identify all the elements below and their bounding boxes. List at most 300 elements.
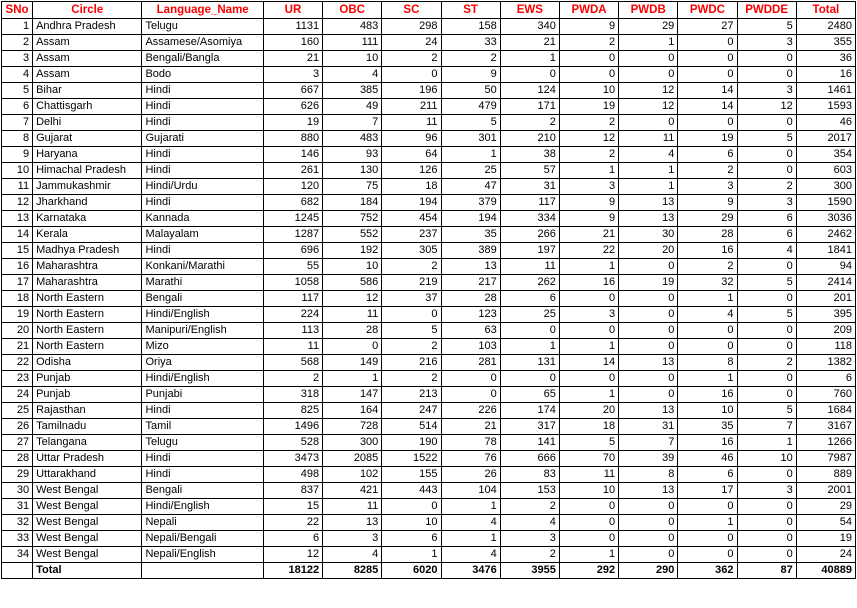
cell-obc: 2085	[323, 451, 382, 467]
cell-st: 1	[441, 531, 500, 547]
cell-sc: 2	[382, 339, 441, 355]
cell-pwdde: 6	[737, 227, 796, 243]
cell-sno: 32	[2, 515, 33, 531]
total-cell-obc: 8285	[323, 563, 382, 579]
cell-ews: 0	[500, 371, 559, 387]
cell-pwdb: 30	[619, 227, 678, 243]
cell-st: 26	[441, 467, 500, 483]
table-row	[2, 163, 856, 179]
cell-pwda: 2	[559, 115, 618, 131]
cell-pwdc: 2	[678, 163, 737, 179]
cell-total: 1841	[796, 243, 855, 259]
cell-language-name: Tamil	[142, 419, 263, 435]
cell-pwdde: 0	[737, 67, 796, 83]
cell-pwdde: 0	[737, 147, 796, 163]
cell-ews: 124	[500, 83, 559, 99]
cell-pwda: 19	[559, 99, 618, 115]
cell-total: 2001	[796, 483, 855, 499]
cell-st: 33	[441, 35, 500, 51]
table-row	[2, 371, 856, 387]
cell-total: 760	[796, 387, 855, 403]
cell-total: 355	[796, 35, 855, 51]
cell-pwdde: 0	[737, 259, 796, 275]
cell-sc: 211	[382, 99, 441, 115]
table-row	[2, 179, 856, 195]
table-row	[2, 99, 856, 115]
cell-st: 0	[441, 387, 500, 403]
cell-obc: 586	[323, 275, 382, 291]
cell-pwda: 70	[559, 451, 618, 467]
cell-obc: 164	[323, 403, 382, 419]
cell-total: 118	[796, 339, 855, 355]
cell-circle: Maharashtra	[33, 275, 142, 291]
table-row	[2, 531, 856, 547]
table-row	[2, 67, 856, 83]
cell-pwda: 10	[559, 83, 618, 99]
cell-st: 28	[441, 291, 500, 307]
cell-pwdc: 0	[678, 547, 737, 563]
cell-st: 5	[441, 115, 500, 131]
cell-language-name: Hindi	[142, 115, 263, 131]
cell-language-name: Bengali	[142, 483, 263, 499]
table-row	[2, 467, 856, 483]
cell-sc: 0	[382, 307, 441, 323]
cell-obc: 111	[323, 35, 382, 51]
column-header-ews: EWS	[500, 2, 559, 19]
cell-ews: 2	[500, 547, 559, 563]
cell-obc: 10	[323, 51, 382, 67]
cell-pwdc: 28	[678, 227, 737, 243]
cell-pwda: 18	[559, 419, 618, 435]
cell-total: 29	[796, 499, 855, 515]
cell-ur: 1496	[263, 419, 322, 435]
cell-circle: Karnataka	[33, 211, 142, 227]
column-header-language-name: Language_Name	[142, 2, 263, 19]
cell-pwdb: 8	[619, 467, 678, 483]
table-row	[2, 227, 856, 243]
table-row	[2, 483, 856, 499]
cell-pwda: 3	[559, 179, 618, 195]
cell-total: 16	[796, 67, 855, 83]
cell-st: 194	[441, 211, 500, 227]
column-header-pwdb: PWDB	[619, 2, 678, 19]
cell-st: 35	[441, 227, 500, 243]
cell-sno: 33	[2, 531, 33, 547]
table-row	[2, 403, 856, 419]
cell-pwdb: 0	[619, 515, 678, 531]
cell-pwda: 10	[559, 483, 618, 499]
cell-pwdc: 0	[678, 499, 737, 515]
cell-pwdde: 3	[737, 483, 796, 499]
cell-language-name: Hindi/English	[142, 371, 263, 387]
cell-sno: 25	[2, 403, 33, 419]
cell-pwda: 0	[559, 531, 618, 547]
cell-ur: 146	[263, 147, 322, 163]
table-row	[2, 387, 856, 403]
cell-sno: 10	[2, 163, 33, 179]
cell-ews: 38	[500, 147, 559, 163]
cell-language-name: Kannada	[142, 211, 263, 227]
cell-obc: 149	[323, 355, 382, 371]
cell-ews: 317	[500, 419, 559, 435]
cell-ur: 261	[263, 163, 322, 179]
cell-ews: 11	[500, 259, 559, 275]
cell-circle: Punjab	[33, 387, 142, 403]
cell-circle: Bihar	[33, 83, 142, 99]
cell-pwdb: 0	[619, 547, 678, 563]
cell-sno: 21	[2, 339, 33, 355]
table-row	[2, 195, 856, 211]
cell-ews: 334	[500, 211, 559, 227]
cell-pwdc: 6	[678, 147, 737, 163]
cell-pwdde: 5	[737, 307, 796, 323]
cell-ur: 1058	[263, 275, 322, 291]
cell-total: 1266	[796, 435, 855, 451]
cell-sc: 18	[382, 179, 441, 195]
cell-pwdc: 16	[678, 243, 737, 259]
cell-pwdde: 0	[737, 531, 796, 547]
cell-sno: 31	[2, 499, 33, 515]
cell-pwda: 0	[559, 67, 618, 83]
cell-ews: 141	[500, 435, 559, 451]
total-cell-pwdc: 362	[678, 563, 737, 579]
cell-circle: North Eastern	[33, 307, 142, 323]
cell-circle: Rajasthan	[33, 403, 142, 419]
cell-sc: 96	[382, 131, 441, 147]
cell-total: 94	[796, 259, 855, 275]
cell-pwdde: 0	[737, 371, 796, 387]
table-row	[2, 547, 856, 563]
cell-circle: West Bengal	[33, 531, 142, 547]
cell-ur: 15	[263, 499, 322, 515]
cell-st: 4	[441, 515, 500, 531]
cell-obc: 13	[323, 515, 382, 531]
table-row	[2, 499, 856, 515]
cell-circle: Odisha	[33, 355, 142, 371]
cell-sno: 27	[2, 435, 33, 451]
cell-pwdb: 19	[619, 275, 678, 291]
cell-ur: 113	[263, 323, 322, 339]
table-row	[2, 275, 856, 291]
cell-st: 479	[441, 99, 500, 115]
cell-pwda: 1	[559, 547, 618, 563]
cell-ews: 21	[500, 35, 559, 51]
cell-obc: 102	[323, 467, 382, 483]
cell-obc: 385	[323, 83, 382, 99]
table-row	[2, 323, 856, 339]
cell-pwda: 5	[559, 435, 618, 451]
column-header-sno: SNo	[2, 2, 33, 19]
cell-language-name: Nepali/Bengali	[142, 531, 263, 547]
table-row	[2, 35, 856, 51]
cell-sno: 34	[2, 547, 33, 563]
cell-circle: West Bengal	[33, 515, 142, 531]
cell-st: 9	[441, 67, 500, 83]
cell-total: 1461	[796, 83, 855, 99]
cell-circle: Chattisgarh	[33, 99, 142, 115]
cell-pwda: 1	[559, 163, 618, 179]
cell-pwdb: 0	[619, 307, 678, 323]
cell-pwda: 14	[559, 355, 618, 371]
cell-pwda: 22	[559, 243, 618, 259]
cell-language-name: Hindi	[142, 99, 263, 115]
table-row	[2, 435, 856, 451]
cell-pwdb: 1	[619, 35, 678, 51]
cell-ews: 1	[500, 339, 559, 355]
cell-circle: North Eastern	[33, 323, 142, 339]
cell-ur: 22	[263, 515, 322, 531]
cell-pwdb: 0	[619, 291, 678, 307]
cell-ews: 340	[500, 19, 559, 35]
cell-pwdde: 3	[737, 83, 796, 99]
cell-ur: 6	[263, 531, 322, 547]
cell-sc: 0	[382, 499, 441, 515]
cell-obc: 4	[323, 67, 382, 83]
cell-pwdb: 0	[619, 67, 678, 83]
cell-st: 1	[441, 147, 500, 163]
cell-circle: Andhra Pradesh	[33, 19, 142, 35]
cell-total: 201	[796, 291, 855, 307]
cell-circle: West Bengal	[33, 547, 142, 563]
cell-ur: 224	[263, 307, 322, 323]
cell-pwda: 12	[559, 131, 618, 147]
cell-sno: 22	[2, 355, 33, 371]
cell-circle: Himachal Pradesh	[33, 163, 142, 179]
cell-pwdb: 13	[619, 403, 678, 419]
cell-total: 19	[796, 531, 855, 547]
cell-ews: 31	[500, 179, 559, 195]
cell-sno: 7	[2, 115, 33, 131]
cell-obc: 483	[323, 19, 382, 35]
cell-pwdc: 29	[678, 211, 737, 227]
total-cell-circle: Total	[33, 563, 142, 579]
cell-pwdc: 46	[678, 451, 737, 467]
cell-sno: 8	[2, 131, 33, 147]
cell-st: 63	[441, 323, 500, 339]
cell-sno: 19	[2, 307, 33, 323]
cell-ur: 318	[263, 387, 322, 403]
cell-pwdde: 0	[737, 387, 796, 403]
cell-language-name: Marathi	[142, 275, 263, 291]
total-cell-pwda: 292	[559, 563, 618, 579]
cell-sc: 216	[382, 355, 441, 371]
cell-obc: 93	[323, 147, 382, 163]
cell-total: 2017	[796, 131, 855, 147]
cell-ur: 55	[263, 259, 322, 275]
cell-obc: 11	[323, 499, 382, 515]
cell-circle: Haryana	[33, 147, 142, 163]
cell-st: 104	[441, 483, 500, 499]
cell-pwdc: 0	[678, 51, 737, 67]
cell-ews: 666	[500, 451, 559, 467]
cell-pwdc: 1	[678, 291, 737, 307]
cell-circle: Madhya Pradesh	[33, 243, 142, 259]
cell-pwdde: 0	[737, 51, 796, 67]
cell-pwdb: 12	[619, 83, 678, 99]
cell-total: 46	[796, 115, 855, 131]
cell-pwdde: 5	[737, 131, 796, 147]
cell-sc: 126	[382, 163, 441, 179]
cell-ur: 626	[263, 99, 322, 115]
cell-pwdb: 0	[619, 323, 678, 339]
cell-language-name: Hindi/Urdu	[142, 179, 263, 195]
column-header-circle: Circle	[33, 2, 142, 19]
cell-sc: 6	[382, 531, 441, 547]
table-row	[2, 211, 856, 227]
cell-sno: 16	[2, 259, 33, 275]
cell-st: 76	[441, 451, 500, 467]
table-row	[2, 515, 856, 531]
cell-sc: 454	[382, 211, 441, 227]
cell-language-name: Bengali/Bangla	[142, 51, 263, 67]
cell-st: 123	[441, 307, 500, 323]
total-row	[2, 563, 856, 579]
cell-ews: 65	[500, 387, 559, 403]
cell-language-name: Hindi	[142, 243, 263, 259]
cell-ur: 120	[263, 179, 322, 195]
cell-pwdb: 7	[619, 435, 678, 451]
cell-ur: 568	[263, 355, 322, 371]
cell-total: 300	[796, 179, 855, 195]
cell-pwdc: 1	[678, 515, 737, 531]
cell-st: 2	[441, 51, 500, 67]
cell-obc: 0	[323, 339, 382, 355]
cell-pwdc: 0	[678, 115, 737, 131]
cell-language-name: Hindi	[142, 403, 263, 419]
cell-obc: 11	[323, 307, 382, 323]
cell-circle: Assam	[33, 51, 142, 67]
cell-pwda: 0	[559, 515, 618, 531]
cell-ur: 160	[263, 35, 322, 51]
cell-ews: 4	[500, 515, 559, 531]
column-header-ur: UR	[263, 2, 322, 19]
cell-ur: 1245	[263, 211, 322, 227]
cell-pwdde: 0	[737, 547, 796, 563]
total-cell-ur: 18122	[263, 563, 322, 579]
cell-sc: 298	[382, 19, 441, 35]
cell-pwdb: 0	[619, 387, 678, 403]
cell-pwdc: 10	[678, 403, 737, 419]
cell-pwdc: 8	[678, 355, 737, 371]
cell-sno: 5	[2, 83, 33, 99]
cell-language-name: Hindi	[142, 83, 263, 99]
cell-ur: 880	[263, 131, 322, 147]
cell-sc: 194	[382, 195, 441, 211]
cell-st: 0	[441, 371, 500, 387]
cell-pwdde: 0	[737, 115, 796, 131]
header-row	[2, 2, 856, 19]
cell-sno: 18	[2, 291, 33, 307]
cell-pwdb: 0	[619, 499, 678, 515]
cell-st: 47	[441, 179, 500, 195]
cell-circle: Jammukashmir	[33, 179, 142, 195]
cell-obc: 300	[323, 435, 382, 451]
table-row	[2, 291, 856, 307]
table-body	[2, 19, 856, 579]
cell-total: 2414	[796, 275, 855, 291]
cell-total: 603	[796, 163, 855, 179]
cell-sc: 64	[382, 147, 441, 163]
cell-sc: 2	[382, 259, 441, 275]
cell-sno: 15	[2, 243, 33, 259]
cell-language-name: Bengali	[142, 291, 263, 307]
cell-pwdc: 0	[678, 323, 737, 339]
cell-pwdde: 6	[737, 211, 796, 227]
cell-ews: 1	[500, 51, 559, 67]
cell-ews: 117	[500, 195, 559, 211]
table-row	[2, 451, 856, 467]
cell-obc: 12	[323, 291, 382, 307]
cell-circle: Maharashtra	[33, 259, 142, 275]
cell-language-name: Gujarati	[142, 131, 263, 147]
cell-sno: 1	[2, 19, 33, 35]
cell-ur: 3473	[263, 451, 322, 467]
cell-total: 36	[796, 51, 855, 67]
cell-pwdc: 16	[678, 435, 737, 451]
cell-sc: 5	[382, 323, 441, 339]
cell-pwda: 1	[559, 387, 618, 403]
cell-language-name: Konkani/Marathi	[142, 259, 263, 275]
cell-ur: 2	[263, 371, 322, 387]
cell-pwdb: 39	[619, 451, 678, 467]
cell-language-name: Hindi	[142, 163, 263, 179]
cell-ur: 837	[263, 483, 322, 499]
cell-pwdb: 1	[619, 179, 678, 195]
cell-language-name: Telugu	[142, 435, 263, 451]
cell-circle: Telangana	[33, 435, 142, 451]
table-row	[2, 419, 856, 435]
cell-circle: North Eastern	[33, 291, 142, 307]
cell-sc: 1	[382, 547, 441, 563]
table-row	[2, 83, 856, 99]
cell-st: 78	[441, 435, 500, 451]
cell-ews: 3	[500, 531, 559, 547]
cell-pwda: 1	[559, 339, 618, 355]
cell-sno: 12	[2, 195, 33, 211]
cell-pwdb: 0	[619, 115, 678, 131]
cell-pwda: 9	[559, 211, 618, 227]
cell-pwdc: 32	[678, 275, 737, 291]
cell-sc: 0	[382, 67, 441, 83]
cell-pwdc: 17	[678, 483, 737, 499]
cell-obc: 483	[323, 131, 382, 147]
cell-pwdc: 14	[678, 83, 737, 99]
cell-pwdb: 20	[619, 243, 678, 259]
cell-pwda: 1	[559, 259, 618, 275]
table-row	[2, 19, 856, 35]
cell-sc: 11	[382, 115, 441, 131]
cell-circle: Uttarakhand	[33, 467, 142, 483]
table-row	[2, 243, 856, 259]
cell-ews: 210	[500, 131, 559, 147]
cell-total: 1684	[796, 403, 855, 419]
cell-pwdb: 13	[619, 483, 678, 499]
cell-ews: 57	[500, 163, 559, 179]
cell-pwdb: 29	[619, 19, 678, 35]
cell-st: 217	[441, 275, 500, 291]
cell-pwdc: 1	[678, 371, 737, 387]
cell-total: 889	[796, 467, 855, 483]
cell-sno: 24	[2, 387, 33, 403]
cell-total: 54	[796, 515, 855, 531]
cell-ur: 19	[263, 115, 322, 131]
cell-sc: 2	[382, 371, 441, 387]
cell-sno: 9	[2, 147, 33, 163]
cell-pwdb: 13	[619, 195, 678, 211]
cell-pwda: 2	[559, 147, 618, 163]
cell-pwda: 21	[559, 227, 618, 243]
cell-sno: 29	[2, 467, 33, 483]
